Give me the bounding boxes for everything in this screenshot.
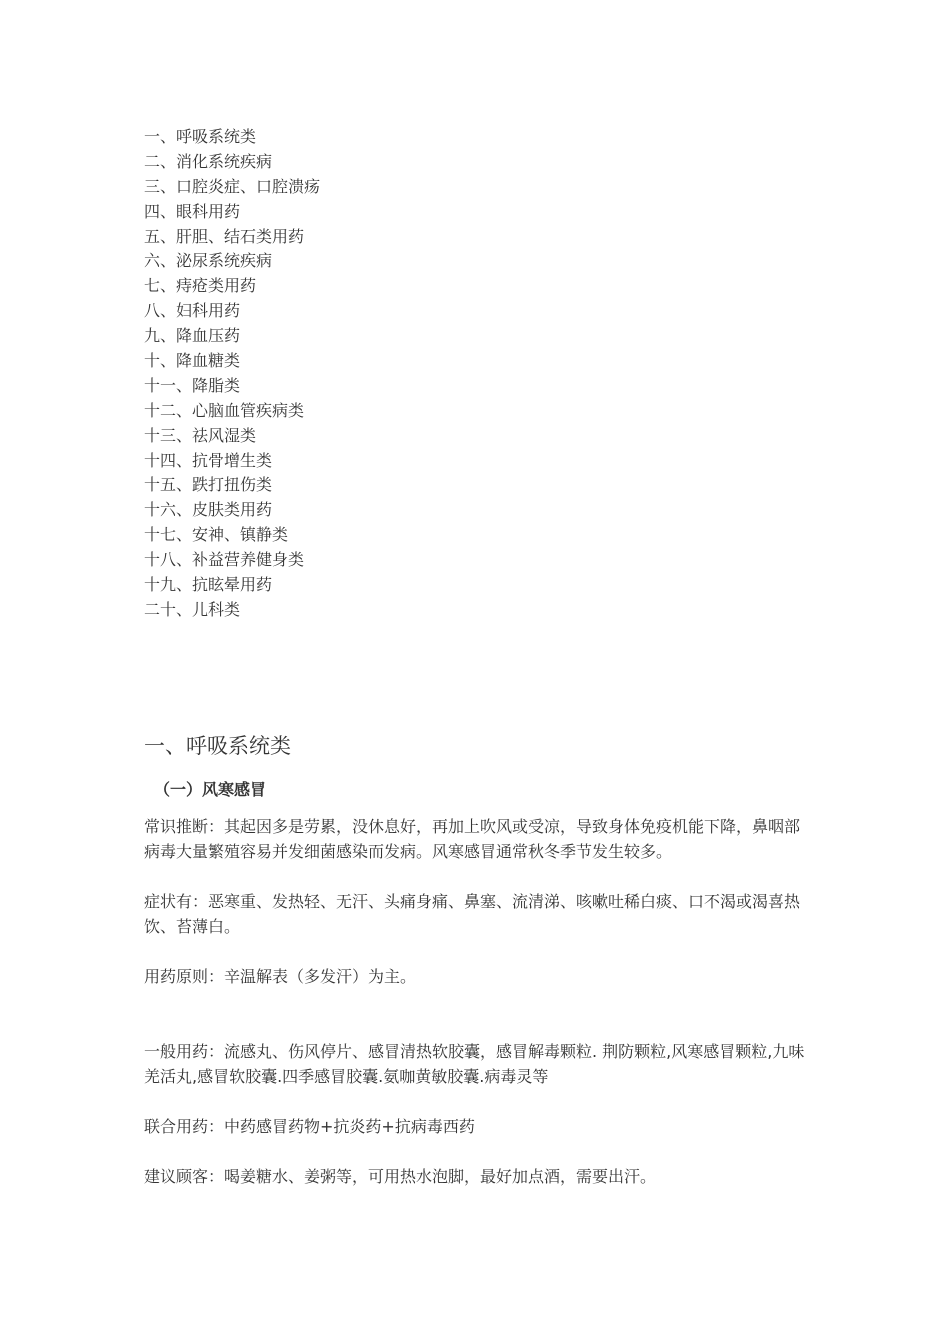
table-of-contents xyxy=(144,125,804,623)
combined-medicine-paragraph: 联合用药：中药感冒药物+抗炎药+抗病毒西药 xyxy=(144,1117,475,1136)
toc-item: 十三、祛风湿类 xyxy=(144,425,257,445)
toc-item: 六、泌尿系统疾病 xyxy=(144,251,273,271)
toc-item: 十五、跌打扭伤类 xyxy=(144,475,273,495)
toc-item: 八、妇科用药 xyxy=(144,301,241,321)
toc-item: 一、呼吸系统类 xyxy=(144,127,257,146)
toc-item: 十七、安神、镇静类 xyxy=(144,525,289,545)
toc-item: 四、眼科用药 xyxy=(144,201,241,221)
toc-item: 十一、降脂类 xyxy=(144,375,241,395)
toc-item: 五、肝胆、结石类用药 xyxy=(144,226,305,246)
section-title: 一、呼吸系统类 xyxy=(144,734,291,758)
toc-item: 三、口腔炎症、口腔溃疡 xyxy=(144,176,321,196)
toc-item: 九、降血压药 xyxy=(144,326,241,346)
general-medicine-paragraph: 一般用药：流感丸、伤风停片、感冒清热软胶囊，感冒解毒颗粒. 荆防颗粒,风寒感冒颗粒,九味羌活丸,感冒软胶囊.四季感冒胶囊.氨咖黄敏胶囊.病毒灵等 xyxy=(144,1042,805,1086)
toc-item: 二、消化系统疾病 xyxy=(144,151,273,171)
principle-paragraph: 用药原则：辛温解表（多发汗）为主。 xyxy=(144,967,417,986)
toc-item: 七、痔疮类用药 xyxy=(144,276,257,296)
subsection-title: （一）风寒感冒 xyxy=(154,780,267,799)
toc-item: 十八、补益营养健身类 xyxy=(144,550,305,570)
toc-item: 十、降血糖类 xyxy=(144,351,241,371)
common-sense-paragraph: 常识推断：其起因多是劳累，没休息好，再加上吹风或受凉，导致身体免疫机能下降，鼻咽部病毒大量繁殖容易并发细菌感染而发病。风寒感冒通常秋冬季节发生较多。 xyxy=(144,817,801,861)
toc-item: 十九、抗眩晕用药 xyxy=(144,575,273,595)
respiratory-section xyxy=(144,730,808,1189)
symptoms-paragraph: 症状有：恶寒重、发热轻、无汗、头痛身痛、鼻塞、流清涕、咳嗽吐稀白痰、口不渴或渴喜热饮、苔薄白。 xyxy=(144,892,801,936)
toc-item: 十二、心脑血管疾病类 xyxy=(144,400,305,420)
toc-item: 十四、抗骨增生类 xyxy=(144,450,273,470)
advice-paragraph: 建议顾客：喝姜糖水、姜粥等，可用热水泡脚，最好加点酒，需要出汗。 xyxy=(144,1167,657,1186)
toc-item: 十六、皮肤类用药 xyxy=(144,500,273,520)
toc-item: 二十、儿科类 xyxy=(144,599,241,619)
